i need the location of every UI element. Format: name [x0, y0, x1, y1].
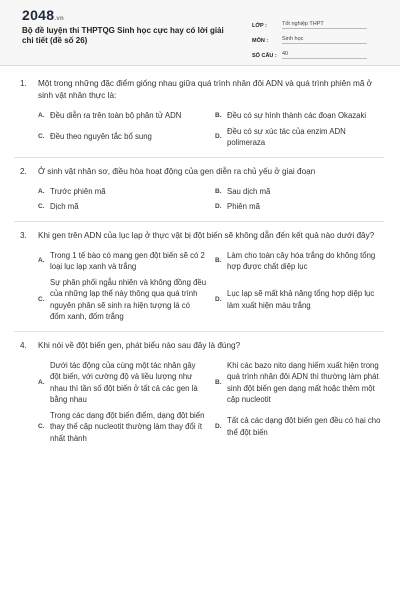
option-letter: C. — [38, 203, 45, 210]
question-number: 3. — [20, 230, 27, 240]
question-number: 4. — [20, 340, 27, 350]
question-text: Ở sinh vật nhân sơ, điều hòa hoạt động của gen diễn ra chủ yếu ở giai đoạn — [38, 166, 316, 176]
option-a[interactable] — [38, 250, 207, 273]
divider — [14, 157, 384, 158]
option-letter: B. — [215, 257, 222, 265]
option-letter: D. — [215, 203, 222, 210]
option-a[interactable] — [38, 186, 207, 198]
meta-label: SỐ CÂU : — [252, 53, 277, 59]
option-b[interactable] — [215, 110, 384, 122]
option-text: Đều có sự xúc tác của enzim ADN polimeraza — [227, 126, 346, 147]
option-a[interactable] — [38, 110, 207, 122]
option-c[interactable] — [38, 201, 207, 213]
option-text: Trong 1 tế bào có mang gen đột biến sẽ có 2 loại lục lạp xanh và trắng — [50, 250, 205, 271]
option-letter: C. — [38, 133, 45, 141]
question-3 — [20, 230, 384, 323]
logo-text: 2048 — [22, 7, 55, 23]
option-letter: C. — [38, 423, 45, 430]
option-letter: A. — [38, 378, 45, 386]
option-text: Dưới tác động của cùng một tác nhân gây đột biến, với cường độ và liều lượng như nhau thì tần số đột biến ở tất cả các gen là bằng nhau — [50, 360, 198, 404]
option-letter: A. — [38, 187, 45, 195]
option-text: Tất cả các dạng đột biến gen đều có hại cho thể đột biến — [227, 416, 381, 437]
option-b[interactable] — [215, 360, 384, 406]
option-text: Trong các dạng đột biến điểm, dạng đột biến thay thế cặp nucleotit thường làm thay đổi ít nhất thành — [50, 410, 205, 443]
option-letter: B. — [215, 187, 222, 195]
option-d[interactable] — [215, 126, 384, 149]
meta-value: 40 — [282, 51, 367, 59]
option-b[interactable] — [215, 186, 384, 198]
meta-value: Tốt nghiệp THPT — [282, 21, 367, 29]
meta-value: Sinh học — [282, 36, 367, 44]
question-text: Khi nói về đột biến gen, phát biểu nào sau đây là đúng? — [38, 340, 241, 350]
option-d[interactable] — [215, 410, 384, 445]
option-b[interactable] — [215, 250, 384, 273]
document-meta — [252, 14, 367, 59]
option-c[interactable] — [38, 126, 207, 149]
meta-row-count — [252, 44, 367, 59]
option-c[interactable] — [38, 277, 207, 323]
option-letter: A. — [38, 112, 45, 119]
question-4 — [20, 340, 384, 445]
option-text: Đều diễn ra trên toàn bộ phân tử ADN — [50, 111, 182, 120]
option-letter: D. — [215, 295, 222, 303]
question-2 — [20, 166, 384, 213]
option-text: Đều có sự hình thành các đoạn Okazaki — [227, 111, 367, 120]
option-c[interactable] — [38, 410, 207, 445]
option-text: Lục lạp sẽ mất khả năng tổng hợp diệp lục làm xuất hiện màu trắng — [227, 289, 375, 310]
option-text: Sự phân phối ngẫu nhiên và không đồng đều của những lạp thể này thông qua quá trình nguyên phân sẽ sinh ra hiện tượng lá có đốm xanh, đốm trắng — [50, 277, 207, 321]
option-text: Dịch mã — [50, 202, 79, 211]
option-letter: D. — [215, 133, 222, 141]
option-letter: A. — [38, 257, 45, 265]
document-title: Bộ đề luyện thi THPTQG Sinh học cực hay có lời giải chi tiết (đề số 26) — [22, 26, 224, 45]
meta-label: LỚP : — [252, 23, 267, 29]
question-number: 1. — [20, 79, 27, 88]
option-text: Đều theo nguyên tắc bổ sung — [50, 132, 152, 142]
divider — [14, 221, 384, 222]
meta-label: MÔN : — [252, 38, 269, 44]
option-d[interactable] — [215, 201, 384, 213]
option-letter: C. — [38, 295, 45, 303]
meta-row-subject — [252, 29, 367, 44]
option-letter: B. — [215, 378, 222, 386]
option-letter: D. — [215, 423, 222, 430]
option-text: Sau dịch mã — [227, 186, 271, 196]
question-1 — [20, 78, 384, 149]
option-letter: B. — [215, 112, 222, 119]
question-list — [0, 66, 400, 444]
option-a[interactable] — [38, 360, 207, 406]
logo-suffix: .vn — [54, 16, 64, 22]
question-number: 2. — [20, 166, 27, 176]
meta-row-class — [252, 14, 367, 29]
option-d[interactable] — [215, 277, 384, 323]
question-text: Khi gen trên ADN của lục lạp ở thực vật bị đột biến sẽ không dẫn đến kết quả nào dưới đây? — [38, 230, 375, 240]
page-header — [0, 0, 400, 66]
option-text: Phiên mã — [227, 202, 260, 211]
option-text: Làm cho toàn cây hóa trắng do không tổng hợp được chất diệp lục — [227, 250, 376, 271]
question-text: Một trong những đặc điểm giống nhau giữa quá trình nhân đôi ADN và quá trình phiên mã ở sinh vật nhân thực là: — [38, 79, 373, 100]
option-text: Khi các bazo nito dạng hiếm xuất hiện trong quá trình nhân đôi ADN thì thường làm phát sinh đột biến gen dạng mất hoặc thêm một cặp nucleotit — [227, 360, 379, 404]
divider — [14, 331, 384, 332]
option-text: Trước phiên mã — [50, 186, 106, 196]
